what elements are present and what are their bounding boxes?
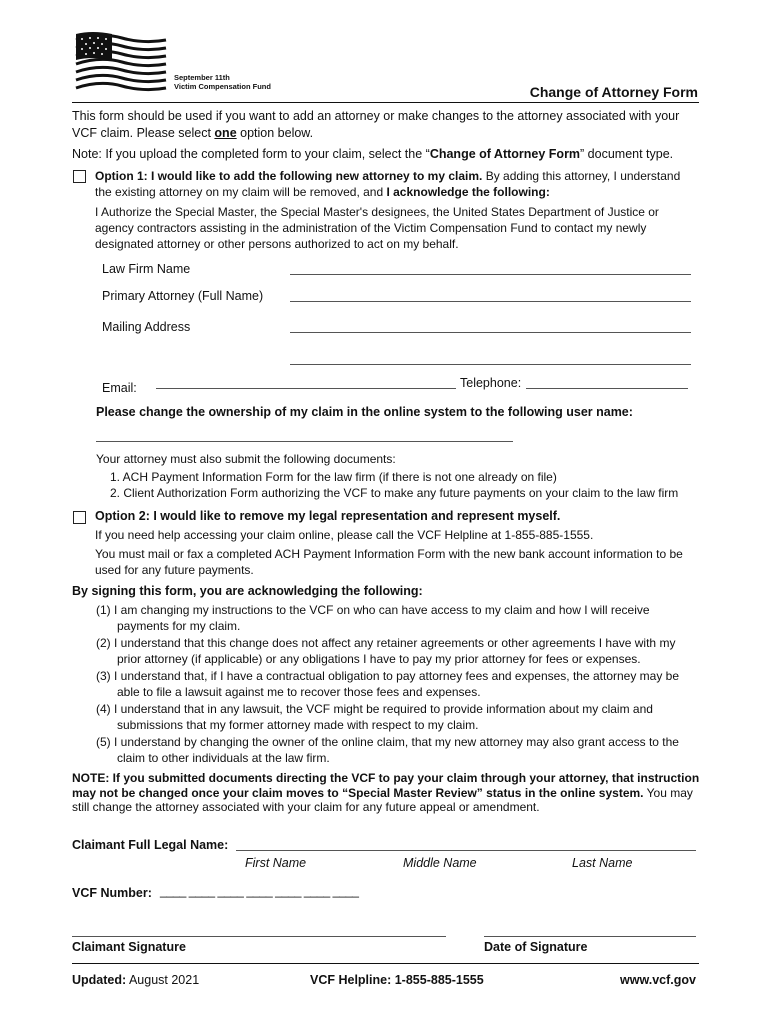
primary-attorney-label: Primary Attorney (Full Name) (102, 289, 264, 303)
law-firm-label: Law Firm Name (102, 262, 191, 276)
ack-list (96, 602, 700, 766)
flag-logo-icon (72, 30, 168, 94)
option1-body: By adding this attorney, I understand the existing attorney on my claim will be removed, and (95, 169, 681, 199)
intro-text-a: This form should be used if you want to add an attorney or make changes to the attorney associated with your VCF claim. Please select (72, 109, 680, 140)
primary-attorney-field[interactable] (290, 301, 691, 302)
ack-item: (1) I am changing my instructions to the VCF on who can have access to my claim and how I will receive payments for my claim. (96, 603, 650, 633)
intro-note (72, 146, 700, 163)
intro-paragraph (72, 108, 700, 142)
ack-title: By signing this form, you are acknowledging the following: (72, 584, 423, 598)
footer-website[interactable]: www.vcf.gov (620, 973, 696, 987)
footer-helpline: VCF Helpline: 1-855-885-1555 (310, 973, 484, 987)
mailing-address-field-1[interactable] (290, 332, 691, 333)
note-a: Note: If you upload the completed form to your claim, select the “ (72, 147, 430, 161)
org-line1: September 11th (174, 73, 230, 82)
ack-item: (4) I understand that in any lawsuit, the VCF might be required to provide information about my claim and submissions that my former attorney made with respect to my claim. (96, 702, 653, 732)
claimant-signature-label: Claimant Signature (72, 940, 186, 954)
option2-title: Option 2: I would like to remove my legal representation and represent myself. (95, 509, 561, 523)
option2-checkbox[interactable] (73, 511, 86, 524)
email-field[interactable] (156, 388, 456, 389)
option1-text (95, 168, 700, 200)
org-name (174, 73, 271, 91)
middle-name-caption: Middle Name (403, 856, 477, 870)
claimant-signature-field[interactable] (72, 936, 446, 937)
last-name-caption: Last Name (572, 856, 633, 870)
mailing-address-field-2[interactable] (290, 364, 691, 365)
mailing-address-label: Mailing Address (102, 320, 191, 334)
note-plain: You may still change the attorney associated with your claim for any future appeal or amendment. (72, 785, 693, 814)
footer-divider (72, 963, 699, 964)
vcf-number-label: VCF Number: (72, 886, 152, 900)
date-signature-field[interactable] (484, 936, 696, 937)
user-name-field[interactable] (96, 441, 513, 442)
org-line2: Victim Compensation Fund (174, 82, 271, 91)
title-divider (72, 102, 699, 103)
claimant-name-field[interactable] (236, 850, 696, 851)
note-bold: NOTE: If you submitted documents directing the VCF to pay your claim through your attorney, that instruction may not be changed once your claim moves to “Special Master Review” status in the online system. (72, 771, 700, 800)
option1-title: Option 1: I would like to add the following new attorney to my claim. (95, 169, 483, 183)
telephone-field[interactable] (526, 388, 688, 389)
updated-value: August 2021 (126, 973, 200, 987)
option1-ack: I acknowledge the following: (386, 185, 550, 199)
ack-note (72, 771, 700, 815)
intro-one: one (214, 126, 237, 140)
telephone-label: Telephone: (460, 376, 522, 390)
law-firm-field[interactable] (290, 274, 691, 275)
doc-item-2: 2. Client Authorization Form authorizing the VCF to make any future payments on your claim to the law firm (110, 486, 679, 500)
claimant-name-label: Claimant Full Legal Name: (72, 838, 229, 852)
first-name-caption: First Name (245, 856, 307, 870)
note-b: Change of Attorney Form (429, 147, 581, 161)
form-title: Change of Attorney Form (529, 84, 698, 100)
date-signature-label: Date of Signature (484, 940, 588, 954)
intro-text-b: option below. (236, 126, 314, 140)
submit-docs-text: Your attorney must also submit the following documents: (96, 452, 396, 466)
ack-item: (5) I understand by changing the owner of the online claim, that my new attorney may also grant access to the claim to other individuals at the law firm. (96, 735, 679, 765)
updated-label: Updated: (72, 973, 127, 987)
vcf-number-field[interactable]: ____ ____ ____ ____ ____ ____ ____ (160, 884, 359, 898)
ack-item: (2) I understand that this change does not affect any retainer agreements or other agreements I have with my prior attorney (if applicable) or any obligations I have to pay my prior attorney for fees or expenses. (96, 636, 676, 666)
ownership-label: Please change the ownership of my claim in the online system to the following user name: (96, 405, 633, 419)
doc-item-1: 1. ACH Payment Information Form for the law firm (if there is not one already on file) (110, 470, 557, 484)
option2-help: If you need help accessing your claim online, please call the VCF Helpline at 1-855-885-1555. (95, 528, 594, 542)
email-label: Email: (102, 381, 137, 395)
option1-checkbox[interactable] (73, 170, 86, 183)
ack-item: (3) I understand that, if I have a contractual obligation to pay attorney fees and expenses, the attorney may be able to file a lawsuit against me to recover those fees and expenses. (96, 669, 680, 699)
option2-ach: You must mail or fax a completed ACH Payment Information Form with the new bank account information to be used for any future payments. (95, 547, 683, 577)
option1-authorize: I Authorize the Special Master, the Special Master's designees, the United States Department of Justice or agency contractors assisting in the administration of the Victim Compensation Fund to contact my newly designated attorney or other persons authorized to act on my behalf. (95, 205, 659, 251)
note-c: ” document type. (580, 147, 674, 161)
footer-updated (72, 973, 199, 987)
